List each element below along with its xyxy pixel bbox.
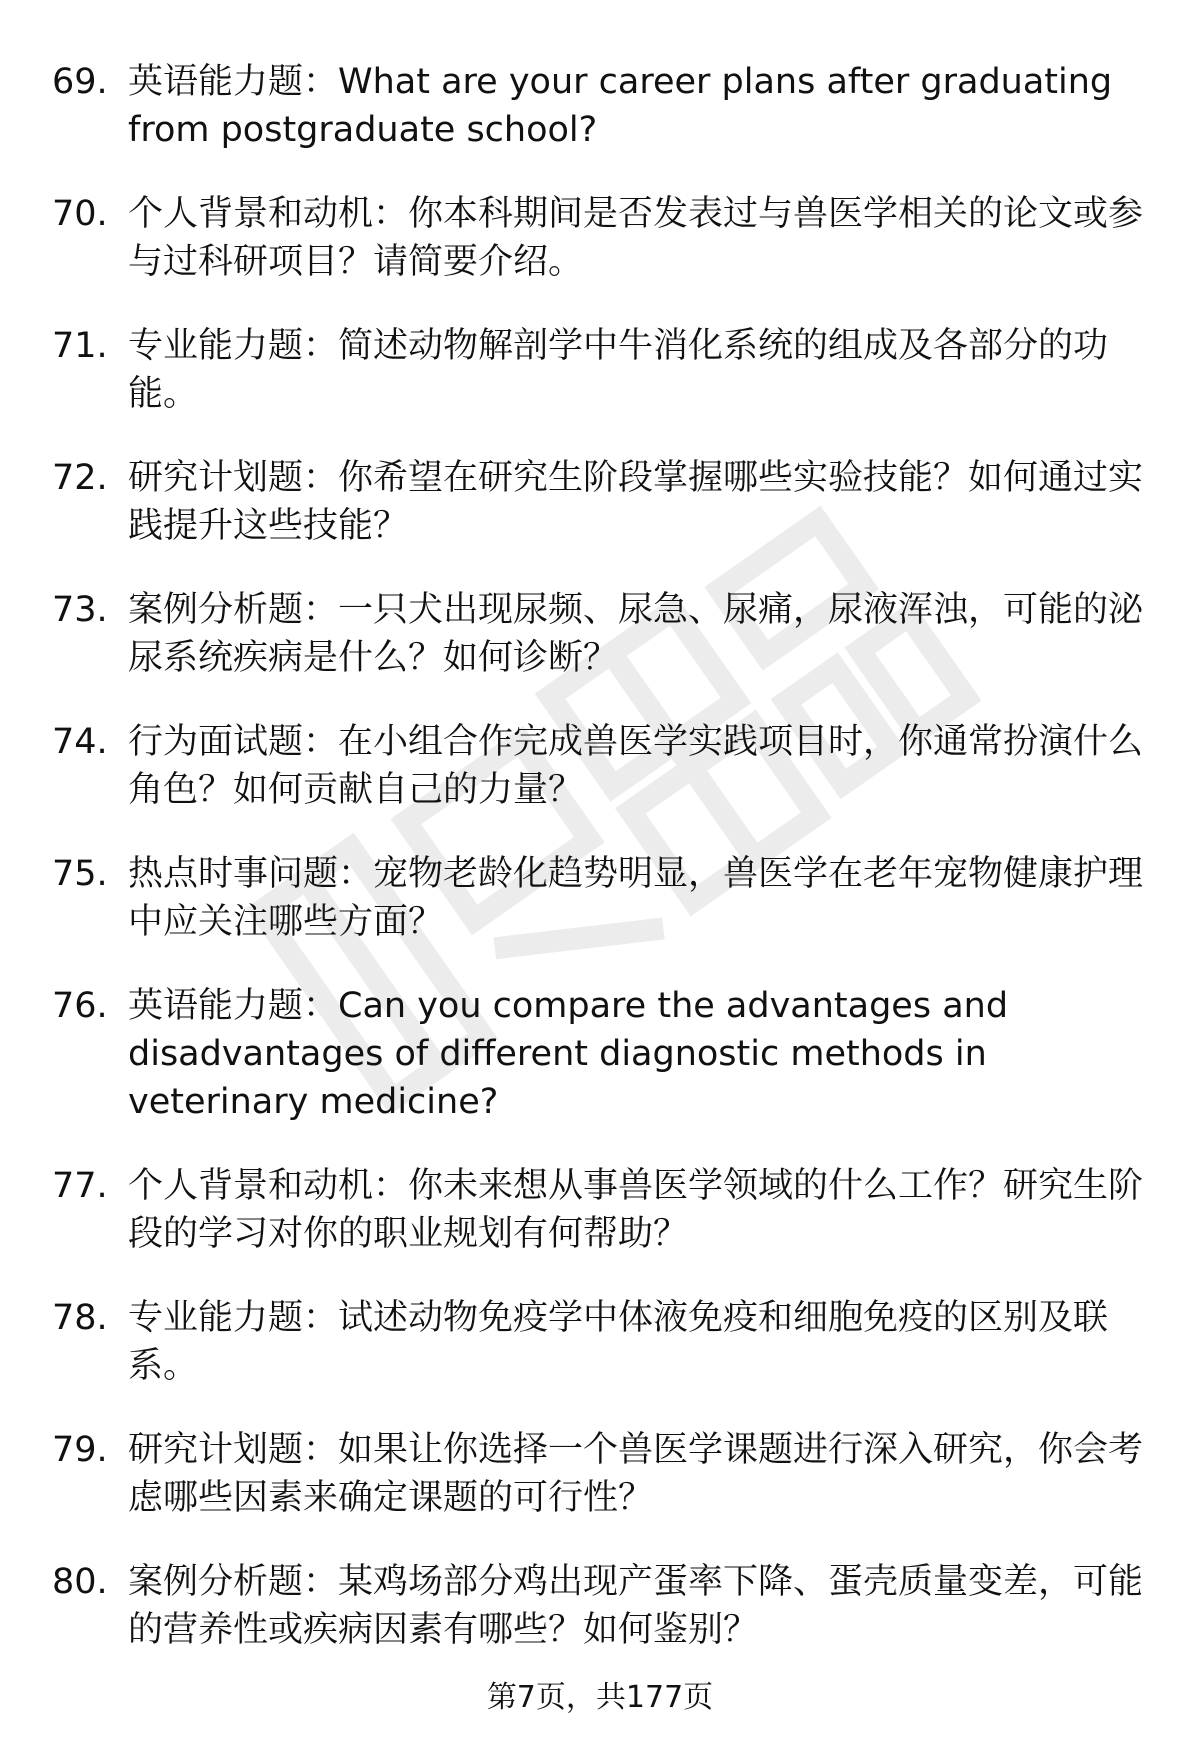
question-category: 热点时事问题：	[128, 854, 374, 894]
question-item	[0, 586, 1200, 682]
question-item	[0, 1162, 1200, 1258]
question-body	[128, 718, 1160, 814]
question-body	[128, 850, 1160, 946]
question-text: 宠物老龄化趋势明显，兽医学在老年宠物健康护理中应关注哪些方面？	[128, 854, 1144, 942]
question-item	[0, 1294, 1200, 1390]
question-category: 研究计划题：	[128, 458, 339, 498]
question-body	[128, 190, 1160, 286]
page-number-label: 第7页，共177页	[486, 1680, 714, 1715]
question-category: 英语能力题：	[128, 986, 339, 1026]
question-number: 71.	[52, 326, 108, 366]
question-category: 英语能力题：	[128, 62, 339, 102]
question-list	[0, 58, 1200, 1690]
question-body	[128, 1558, 1160, 1654]
question-category: 个人背景和动机：	[128, 1166, 409, 1206]
question-number: 73.	[52, 590, 108, 630]
question-body	[128, 454, 1160, 550]
question-number: 77.	[52, 1166, 108, 1206]
question-text: 某鸡场部分鸡出现产蛋率下降、蛋壳质量变差，可能的营养性或疾病因素有哪些？如何鉴别？	[128, 1562, 1144, 1650]
question-category: 案例分析题：	[128, 1562, 339, 1602]
question-body	[128, 322, 1160, 418]
question-item	[0, 850, 1200, 946]
question-category: 案例分析题：	[128, 590, 339, 630]
question-text: Can you compare the advantages and disadvantages of different diagnostic methods in veterinary medicine?	[128, 986, 1009, 1122]
question-category: 专业能力题：	[128, 326, 339, 366]
question-item	[0, 454, 1200, 550]
question-text: 在小组合作完成兽医学实践项目时，你通常扮演什么角色？如何贡献自己的力量？	[128, 722, 1144, 810]
question-text: 简述动物解剖学中牛消化系统的组成及各部分的功能。	[128, 326, 1109, 414]
question-number: 78.	[52, 1298, 108, 1338]
question-item	[0, 322, 1200, 418]
question-body	[128, 58, 1160, 154]
question-number: 69.	[52, 62, 108, 102]
question-item	[0, 58, 1200, 154]
question-number: 70.	[52, 194, 108, 234]
question-text: What are your career plans after graduating from postgraduate school?	[128, 62, 1113, 150]
question-item	[0, 190, 1200, 286]
question-text: 如果让你选择一个兽医学课题进行深入研究，你会考虑哪些因素来确定课题的可行性？	[128, 1430, 1144, 1518]
question-body	[128, 1426, 1160, 1522]
question-category: 个人背景和动机：	[128, 194, 409, 234]
question-text: 一只犬出现尿频、尿急、尿痛，尿液浑浊，可能的泌尿系统疾病是什么？如何诊断？	[128, 590, 1144, 678]
question-category: 行为面试题：	[128, 722, 339, 762]
question-body	[128, 586, 1160, 682]
question-text: 你未来想从事兽医学领域的什么工作？研究生阶段的学习对你的职业规划有何帮助？	[128, 1166, 1144, 1254]
question-item	[0, 718, 1200, 814]
question-text: 你希望在研究生阶段掌握哪些实验技能？如何通过实践提升这些技能？	[128, 458, 1144, 546]
question-text: 你本科期间是否发表过与兽医学相关的论文或参与过科研项目？请简要介绍。	[128, 194, 1144, 282]
page-footer	[0, 1678, 1200, 1718]
question-item	[0, 982, 1200, 1126]
question-number: 74.	[52, 722, 108, 762]
question-item	[0, 1426, 1200, 1522]
question-body	[128, 1162, 1160, 1258]
question-category: 研究计划题：	[128, 1430, 339, 1470]
question-number: 72.	[52, 458, 108, 498]
question-number: 76.	[52, 986, 108, 1026]
question-item	[0, 1558, 1200, 1654]
question-body	[128, 982, 1160, 1126]
question-number: 79.	[52, 1430, 108, 1470]
question-number: 80.	[52, 1562, 108, 1602]
question-text: 试述动物免疫学中体液免疫和细胞免疫的区别及联系。	[128, 1298, 1109, 1386]
question-category: 专业能力题：	[128, 1298, 339, 1338]
question-number: 75.	[52, 854, 108, 894]
question-body	[128, 1294, 1160, 1390]
